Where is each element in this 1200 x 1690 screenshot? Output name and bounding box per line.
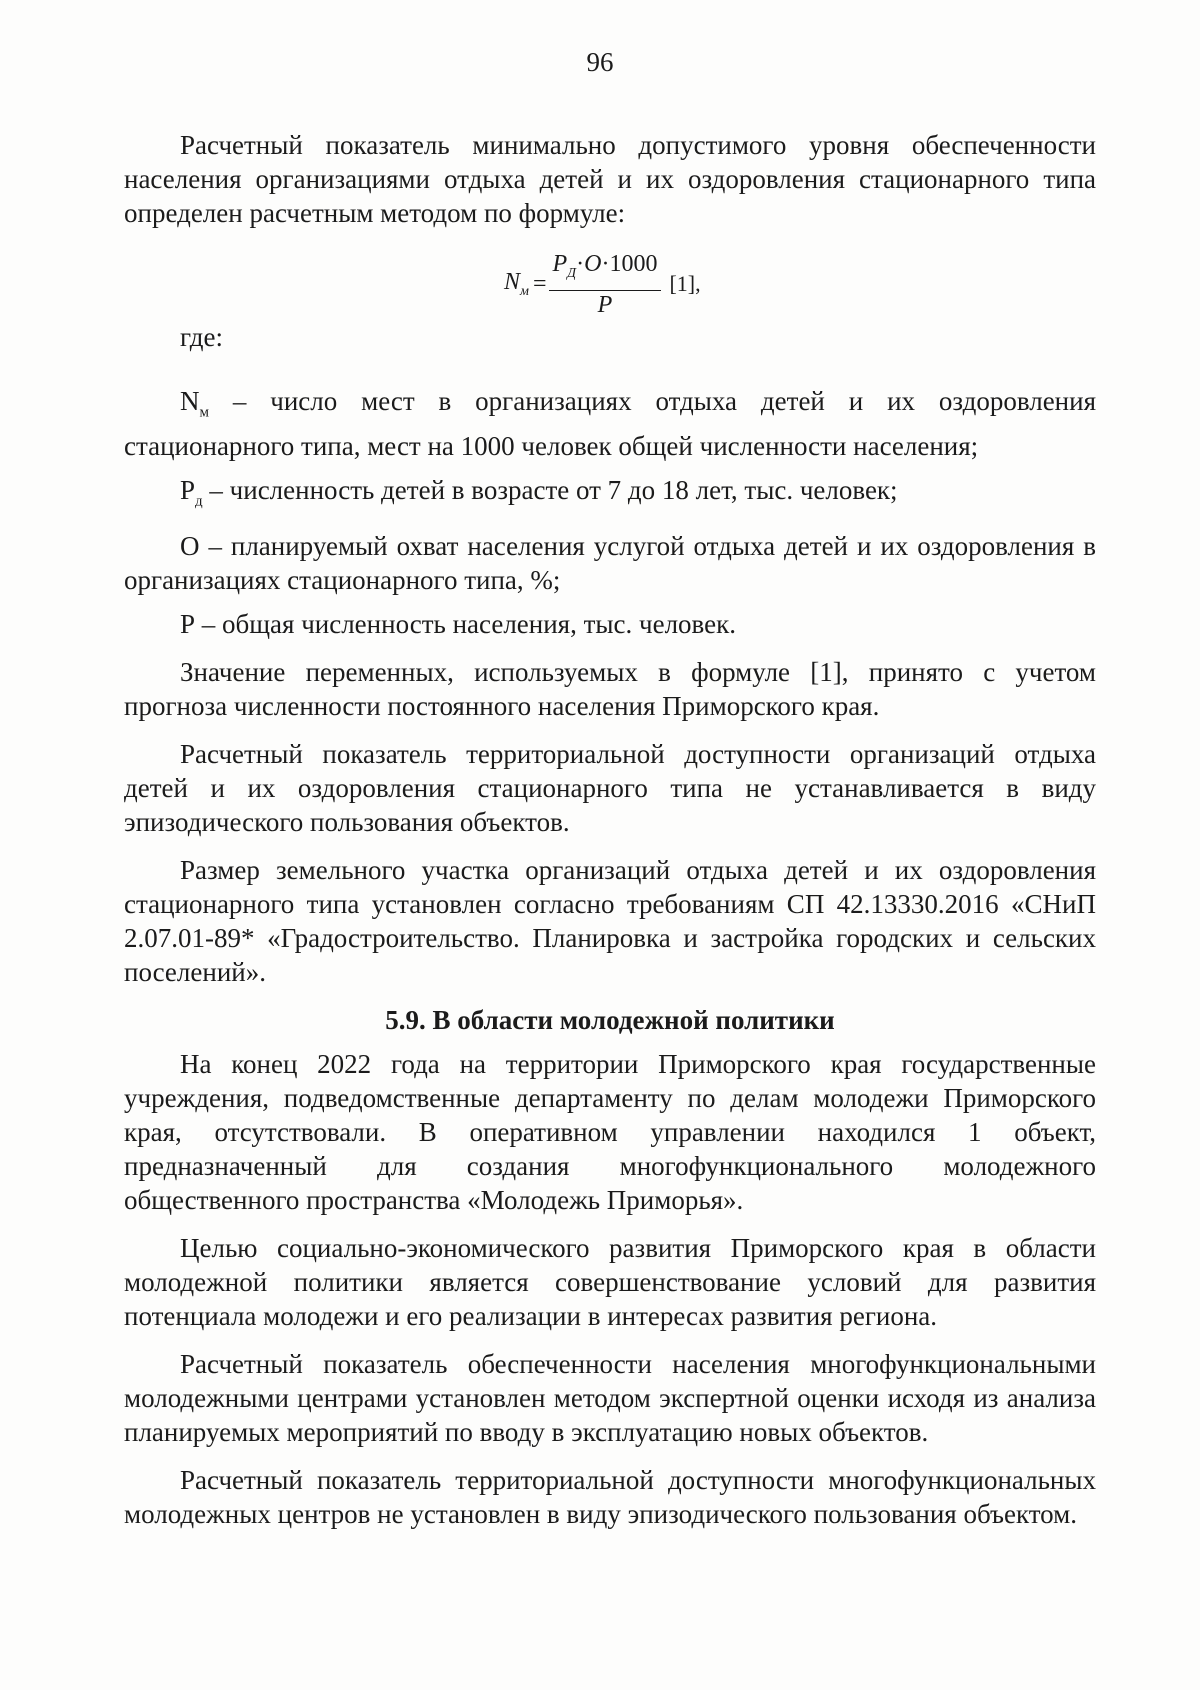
youth-centers-provision-paragraph: Расчетный показатель обеспеченности населения многофункциональными молодежными центрами установлен методом экспертной оценки исходя из анализа планируемых мероприятий по вводу в эксплуатацию новых объектов. — [124, 1348, 1096, 1447]
formula-reference: [1], — [669, 271, 701, 297]
formula-lhs: $N_м$ — [504, 269, 529, 299]
variable-pd-definition: $Р_д$ – численность детей в возрасте от 7 до 18 лет, тыс. человек; — [180, 475, 898, 510]
youth-goal-paragraph: Целью социально-экономического развития Приморского края в области молодежной политики является совершенствование условий для развития потенциала молодежи и его реализации в интересах развития региона. — [124, 1232, 1096, 1331]
where-label: где: — [180, 322, 223, 352]
variables-note-paragraph: Значение переменных, используемых в формуле [1], принято с учетом прогноза численности постоянного населения Приморского края. — [124, 656, 1096, 721]
page-number: 96 — [586, 47, 614, 77]
variable-nm-definition: $N_м$ – число мест в организациях отдыха детей и их оздоровления стационарного типа, мест на 1000 человек общей численности населения; — [124, 386, 1096, 462]
accessibility-paragraph: Расчетный показатель территориальной доступности организаций отдыха детей и их оздоровления стационарного типа не устанавливается в виду эпизодического пользования объектов. — [124, 738, 1096, 837]
intro-paragraph: Расчетный показатель минимально допустимого уровня обеспеченности населения организациями отдыха детей и их оздоровления стационарного типа определен расчетным методом по формуле: — [124, 130, 1096, 228]
youth-centers-accessibility-paragraph: Расчетный показатель территориальной доступности многофункциональных молодежных центров не установлен в виду эпизодического пользования объектом. — [124, 1464, 1096, 1529]
formula-equals: = — [532, 270, 547, 297]
page-content — [124, 128, 1096, 1545]
variable-p-definition: Р – общая численность населения, тыс. человек. — [180, 608, 736, 639]
formula-denominator: Р — [597, 291, 613, 318]
formula-block — [124, 250, 1096, 318]
variable-o-definition: О – планируемый охват населения услугой отдыха детей и их оздоровления в организациях стационарного типа, %; — [124, 530, 1096, 595]
section-heading: 5.9. В области молодежной политики — [385, 1004, 835, 1035]
formula-numerator: $Р_Д\cdot О\cdot 1000$ — [549, 250, 662, 291]
youth-institutions-paragraph: На конец 2022 года на территории Приморского края государственные учреждения, подведомственные департаменту по делам молодежи Приморского края, отсутствовали. В оперативном управлении находился 1 объект, предназначенный для создания многофункционального молодежного общественного пространства «Молодежь Приморья». — [124, 1048, 1096, 1215]
formula-fraction — [549, 250, 662, 319]
land-plot-paragraph: Размер земельного участка организаций отдыха детей и их оздоровления стационарного типа установлен согласно требованиям СП 42.13330.2016 «СНиП 2.07.01-89* «Градостроительство. Планировка и застройка городских и сельских поселений». — [124, 854, 1096, 987]
formula — [504, 250, 701, 319]
